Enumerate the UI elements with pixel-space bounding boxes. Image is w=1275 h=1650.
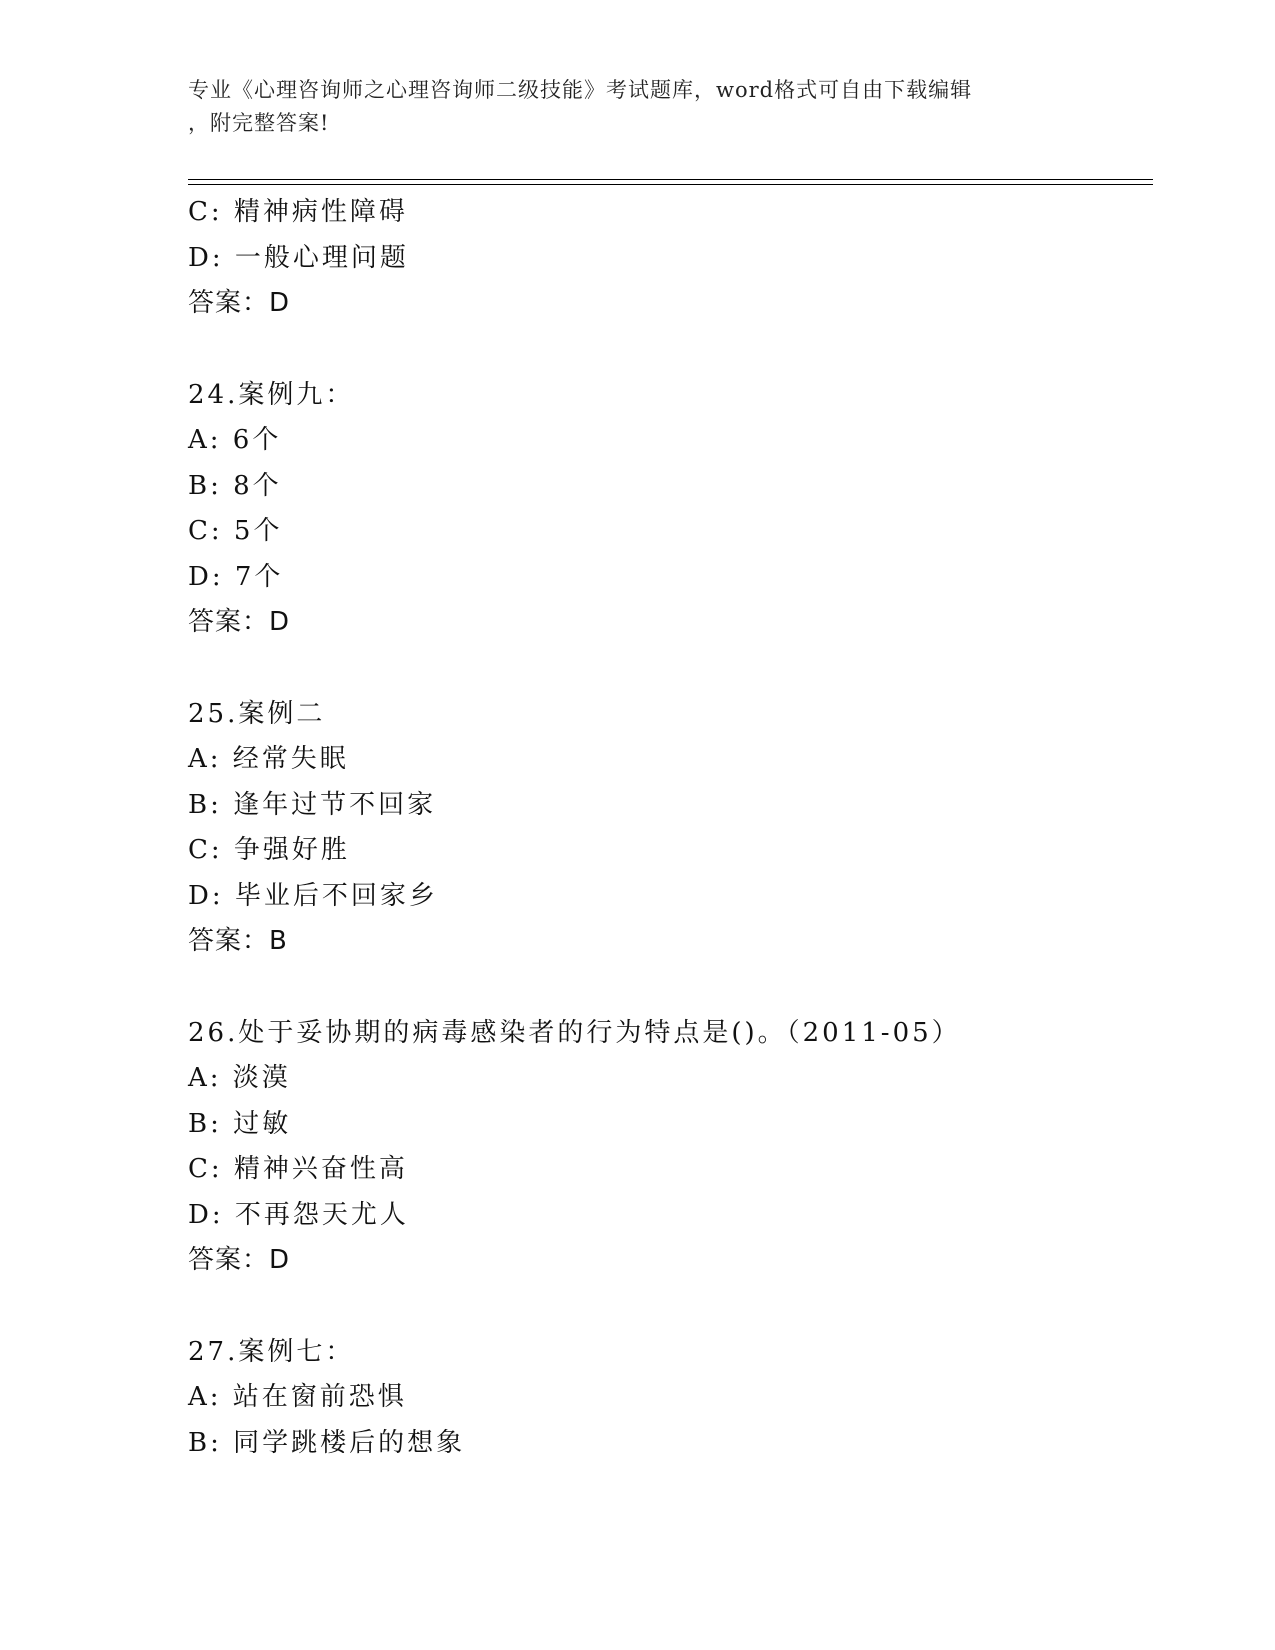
option-d: D: 7个 bbox=[188, 561, 284, 592]
header-title-line1: 专业《心理咨询师之心理咨询师二级技能》考试题库，word格式可自由下载编辑 bbox=[188, 78, 973, 102]
option-b: B: 过敏 bbox=[188, 1108, 292, 1139]
option-d: D: 不再怨天尤人 bbox=[188, 1199, 409, 1230]
option-c: C: 争强好胜 bbox=[188, 835, 350, 865]
option-d: D: 一般心理问题 bbox=[188, 242, 409, 273]
header-title-line2: ，附完整答案! bbox=[188, 111, 330, 135]
option-b: B: 8个 bbox=[188, 470, 282, 501]
block-spacer bbox=[188, 1284, 1148, 1330]
option-a: A: 淡漠 bbox=[188, 1063, 291, 1093]
document-header bbox=[188, 74, 1088, 140]
answer-line: 答案：D bbox=[188, 607, 291, 637]
block-spacer bbox=[188, 327, 1148, 373]
question-stem: 26.处于妥协期的病毒感染者的行为特点是()。（2011-05） bbox=[188, 1017, 961, 1048]
answer-line: 答案：D bbox=[188, 288, 291, 318]
option-b: B: 同学跳楼后的想象 bbox=[188, 1427, 466, 1458]
answer-line: 答案：B bbox=[188, 926, 288, 956]
option-a: A: 站在窗前恐惧 bbox=[188, 1382, 407, 1412]
option-c: C: 精神兴奋性高 bbox=[188, 1154, 408, 1184]
answer-line: 答案：D bbox=[188, 1245, 291, 1275]
header-divider-bottom bbox=[188, 184, 1153, 185]
question-block-24 bbox=[188, 373, 1148, 646]
question-stem: 24.案例九： bbox=[188, 379, 355, 410]
question-stem: 27.案例七： bbox=[188, 1336, 355, 1367]
block-spacer bbox=[188, 646, 1148, 692]
option-c: C: 5个 bbox=[188, 516, 283, 546]
option-c: C: 精神病性障碍 bbox=[188, 197, 408, 227]
option-a: A: 经常失眠 bbox=[188, 744, 349, 774]
option-d: D: 毕业后不回家乡 bbox=[188, 880, 438, 911]
question-list bbox=[188, 190, 1148, 1466]
question-block-26 bbox=[188, 1011, 1148, 1284]
header-divider-top bbox=[188, 179, 1153, 180]
option-b: B: 逢年过节不回家 bbox=[188, 789, 437, 820]
block-spacer bbox=[188, 965, 1148, 1011]
option-a: A: 6个 bbox=[188, 425, 282, 455]
question-block-23 bbox=[188, 190, 1148, 327]
question-block-27 bbox=[188, 1330, 1148, 1467]
question-stem: 25.案例二 bbox=[188, 698, 326, 729]
question-block-25 bbox=[188, 692, 1148, 965]
